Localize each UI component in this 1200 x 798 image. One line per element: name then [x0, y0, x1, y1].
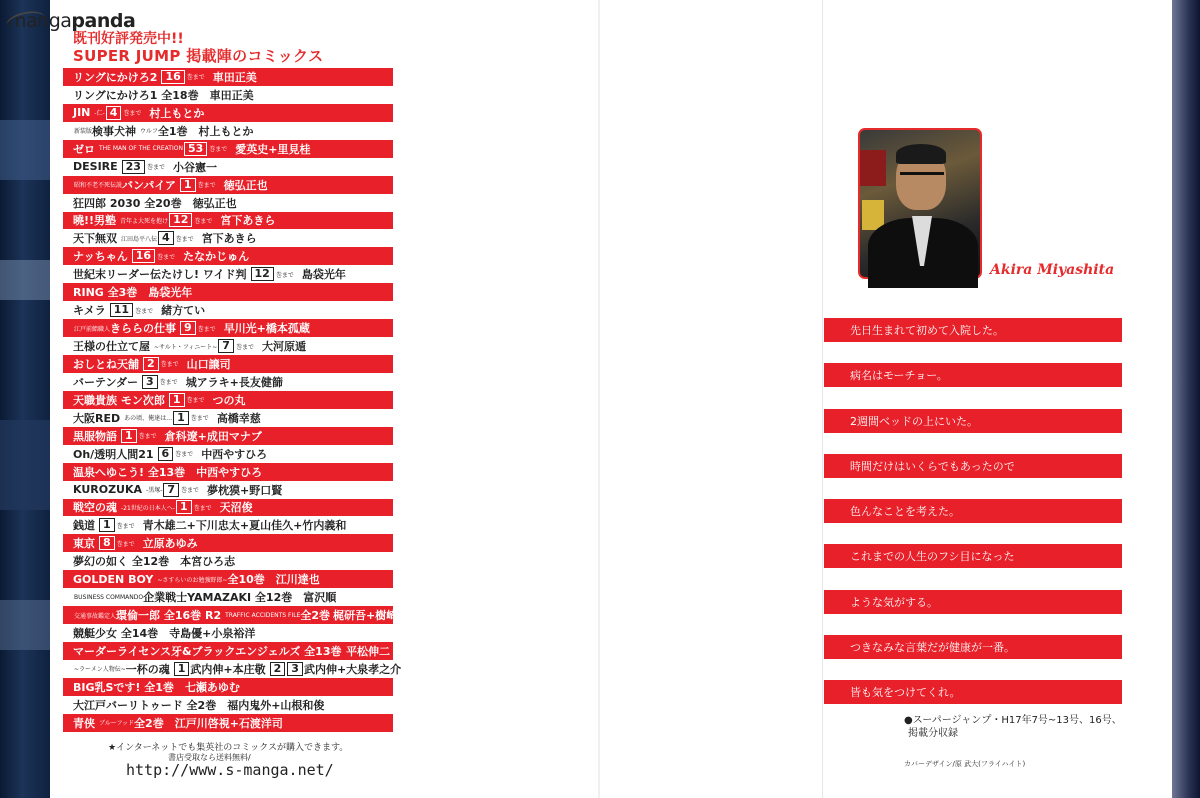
comic-subtitle: TRAFFIC ACCIDENTS FILE [225, 611, 301, 619]
comic-text: 武内伸+本庄敬 [190, 662, 266, 676]
volume-count: 4 [106, 106, 122, 120]
comic-text: 大阪RED [73, 411, 121, 425]
comic-row [63, 212, 393, 230]
comic-subtitle: 巻まで [190, 415, 209, 423]
comic-text: 狂四郎 2030 全20巻 [73, 196, 182, 210]
comic-row [63, 319, 393, 337]
footer-url[interactable]: http://www.s-manga.net/ [126, 761, 334, 779]
comic-text: 武内伸+大泉孝之介 [303, 662, 402, 676]
comic-subtitle: 巻まで [181, 487, 200, 495]
comic-text: 大河原遁 [261, 340, 306, 354]
comic-text: 島袋光年 [148, 286, 193, 300]
comic-subtitle: 巻まで [146, 164, 165, 172]
message-line: 色んなことを考えた。 [824, 499, 1122, 523]
comic-text: GOLDEN BOY [73, 572, 154, 586]
comic-text: おしとね天舗 [73, 357, 139, 371]
comic-row [63, 122, 393, 140]
comic-text: Oh/透明人間21 [73, 447, 154, 461]
comic-text: 中西やすひろ [196, 465, 263, 479]
comic-text: 徳弘正也 [223, 178, 268, 192]
comic-text: たなかじゅん [183, 250, 250, 264]
comic-subtitle: 巻まで [175, 235, 194, 243]
comic-row [63, 642, 393, 660]
comic-subtitle: ~さすらいのお勉強野郎~ [157, 576, 228, 584]
volume-count: 7 [163, 483, 179, 497]
comic-text: 福内鬼外+山根和俊 [227, 698, 325, 712]
comic-row [63, 373, 393, 391]
comic-row [63, 301, 393, 319]
comic-text: 青木雄二+下川忠太+夏山佳久+竹内義和 [142, 519, 347, 533]
comic-text: マーダーライセンス牙&ブラックエンジェルズ 全13巻 [73, 644, 342, 658]
header-comics-title: SUPER JUMP 掲載陣のコミックス [73, 47, 324, 65]
volume-count: 12 [169, 213, 192, 227]
comic-text: BIG乳Sです! 全1巻 [73, 680, 174, 694]
comic-subtitle: 巻まで [116, 540, 135, 548]
comic-text: 梶研吾+樹崎聖 [333, 609, 409, 623]
comic-row [63, 391, 393, 409]
comic-subtitle: -21世紀の日本人へ- [121, 504, 175, 512]
watermark-prefix: manga [8, 10, 72, 32]
comic-row [63, 337, 393, 355]
cover-design-credit: カバーデザイン/原 武大(フライハイト) [904, 760, 1026, 768]
comic-subtitle: 青年よ大死を抱け [120, 217, 169, 225]
comic-text: 立原あゆみ [142, 537, 198, 551]
comic-text: 車田正美 [212, 70, 257, 84]
comic-subtitle: 巻まで [138, 433, 157, 441]
comic-text: DESIRE [73, 160, 118, 174]
comic-text: 世紀末リーダー伝たけし! ワイド判 [73, 268, 247, 282]
comic-text: JIN [73, 106, 91, 120]
comic-text: ゼロ [73, 142, 95, 156]
message-line: 2週間ベッドの上にいた。 [824, 409, 1122, 433]
comic-row [63, 552, 393, 570]
comic-row [63, 696, 393, 714]
comic-row [63, 229, 393, 247]
message-line: 病名はモーチョー。 [824, 363, 1122, 387]
volume-count: 16 [161, 70, 184, 84]
publication-note-line1: ●スーパージャンプ・H17年7号~13号、16号、 [904, 715, 1122, 726]
volume-count: 3 [142, 375, 158, 389]
comic-subtitle: 巻まで [175, 451, 194, 459]
inner-flap [600, 0, 822, 798]
watermark-brand: panda [71, 10, 136, 32]
comic-subtitle: ブルーフッド [99, 720, 135, 728]
comic-subtitle: ~サルト・フィニート~ [154, 343, 218, 351]
comic-text: 江戸川啓視+石渡洋司 [174, 716, 283, 730]
comic-row [63, 463, 393, 481]
volume-count: 12 [251, 267, 274, 281]
comic-row [63, 283, 393, 301]
comic-text: 江川達也 [275, 573, 320, 587]
comic-row [63, 176, 393, 194]
comic-text: 天沼俊 [219, 501, 253, 515]
comic-text: RING 全3巻 [73, 286, 138, 300]
footer-online-purchase: ★インターネットでも集英社のコミックスが購入できます。 [108, 743, 349, 753]
volume-count: 11 [110, 303, 133, 317]
comic-subtitle: ウルフ [140, 128, 158, 136]
comic-text: 黒服物語 [73, 429, 117, 443]
comic-text: 競艇少女 全14巻 [73, 627, 159, 641]
comic-text: 東京 [73, 537, 95, 551]
comic-text: 七瀬あゆむ [184, 680, 240, 694]
comic-subtitle: 巻まで [160, 361, 179, 369]
comic-subtitle: 江田島平八伝 [121, 235, 158, 243]
volume-count: 16 [132, 249, 155, 263]
comic-text: 本宮ひろ志 [180, 555, 236, 569]
comic-text: 緒方てい [161, 304, 206, 318]
comic-subtitle: -仁- [94, 110, 105, 118]
comic-subtitle: 巻まで [123, 110, 142, 118]
comic-text: 倉科遼+成田マナブ [164, 429, 262, 443]
author-photo [858, 128, 982, 279]
volume-count: 7 [218, 339, 234, 353]
comic-text: 愛英史+里見桂 [235, 142, 311, 156]
volume-count: 53 [184, 142, 207, 156]
volume-count: 6 [158, 447, 174, 461]
comic-subtitle: 巻まで [193, 504, 212, 512]
comic-subtitle: 巻まで [135, 307, 154, 315]
comic-row [63, 660, 402, 678]
comic-text: 車田正美 [209, 88, 254, 102]
comic-text: 宮下あきら [201, 232, 257, 246]
comic-subtitle: 巻まで [157, 253, 176, 261]
comic-row [63, 158, 393, 176]
comic-row [63, 534, 393, 552]
comic-row [63, 68, 393, 86]
comic-row [63, 265, 393, 283]
comic-text: 城アラキ+長友健篩 [185, 375, 283, 389]
comic-row [63, 355, 393, 373]
comic-row [63, 86, 393, 104]
comic-subtitle: 巻まで [197, 325, 216, 333]
comic-subtitle: 交通事故鑑定人 [74, 612, 117, 620]
comic-text: 全2巻 [300, 609, 331, 623]
comic-subtitle: 昭和不老不死伝説 [74, 182, 123, 190]
comic-subtitle: 巻まで [275, 271, 294, 279]
comic-text: 寺島優+小泉裕洋 [169, 627, 256, 641]
comic-text: バーテンダー [73, 375, 139, 389]
comic-text: 高橋幸慈 [216, 411, 261, 425]
message-line: 皆も気をつけてくれ。 [824, 680, 1122, 704]
comic-subtitle: -黒塚- [146, 487, 163, 495]
volume-count: 8 [99, 536, 115, 550]
volume-count: 3 [287, 662, 303, 676]
comic-text: きららの仕事 [110, 322, 177, 336]
comic-subtitle: 巻まで [235, 343, 254, 351]
comic-row [63, 445, 393, 463]
comic-subtitle: 巻まで [209, 146, 228, 154]
cover-art-left-edge [0, 0, 50, 798]
comic-text: 青侠 [73, 716, 95, 730]
comic-text: 全1巻 [157, 124, 188, 138]
comic-text: リングにかけろ2 [73, 70, 158, 84]
comic-text: 戦空の魂 [73, 501, 117, 515]
volume-count: 1 [174, 662, 190, 676]
publication-note-line2: 掲載分収録 [908, 728, 958, 739]
comic-text: 全10巻 [227, 573, 265, 587]
comic-row [63, 606, 409, 624]
comic-row [63, 427, 393, 445]
comic-subtitle: 江戸前鮨職人 [74, 325, 111, 333]
comic-text: 宮下あきら [220, 214, 276, 228]
footer-free-shipping: 書店受取なら送料無料/ [168, 753, 251, 762]
comic-subtitle: 巻まで [186, 74, 205, 82]
comic-text: 富沢順 [303, 591, 337, 605]
comic-text: KUROZUKA [73, 483, 143, 497]
comic-text: 一杯の魂 [125, 662, 170, 676]
comic-row [63, 104, 393, 122]
comic-text: 曉!!男塾 [73, 214, 117, 228]
comic-text: 山口譲司 [186, 357, 231, 371]
message-line: 時間だけはいくらでもあったので [824, 454, 1122, 478]
volume-count: 4 [158, 231, 174, 245]
volume-count: 2 [270, 662, 286, 676]
comic-subtitle: あの頃、俺達は… [124, 415, 173, 423]
comic-row [63, 247, 393, 265]
comic-subtitle: THE MAN OF THE CREATION [99, 145, 183, 153]
comic-text: 天下無双 [73, 232, 117, 246]
message-line: これまでの人生のフシ目になった [824, 544, 1122, 568]
comic-subtitle: 巻まで [116, 522, 135, 530]
comic-text: 銭道 [73, 519, 95, 533]
comic-subtitle: 巻まで [186, 397, 205, 405]
volume-count: 1 [176, 500, 192, 514]
comic-row [63, 409, 393, 427]
header-now-on-sale: 既刊好評発売中!! [73, 31, 184, 47]
comic-row [63, 481, 393, 499]
comic-text: 村上もとか [198, 124, 254, 138]
volume-count: 1 [121, 429, 137, 443]
message-line: 先日生まれて初めて入院した。 [824, 318, 1122, 342]
comic-text: 企業戦士YAMAZAKI 全12巻 [143, 591, 293, 605]
comic-row [63, 624, 393, 642]
volume-count: 2 [143, 357, 159, 371]
volume-count: 1 [99, 518, 115, 532]
comic-text: 全2巻 [134, 716, 164, 730]
comic-text: 早川光+橋本孤蔵 [223, 322, 310, 336]
volume-count: 23 [122, 160, 145, 174]
comic-subtitle: 巻まで [159, 379, 178, 387]
comic-text: 王様の仕立て屋 [73, 340, 150, 354]
comic-text: 夢枕獏+野口賢 [207, 483, 283, 497]
comic-row [63, 570, 393, 588]
comic-row [63, 588, 393, 606]
comic-text: 温泉へゆこう! 全13巻 [73, 465, 186, 479]
fold-line [598, 0, 600, 798]
comic-row [63, 516, 393, 534]
comic-text: 夢幻の如く 全12巻 [73, 555, 170, 569]
comic-text: 中西やすひろ [201, 447, 268, 461]
comic-subtitle: BUSINESS COMMANDO [74, 593, 144, 601]
comic-text: 徳弘正也 [192, 196, 237, 210]
comic-subtitle: 巻まで [194, 217, 213, 225]
cover-art-right-edge [1172, 0, 1200, 798]
volume-count: 1 [180, 178, 196, 192]
volume-count: 1 [169, 393, 185, 407]
comic-text: 平松伸二 [346, 644, 390, 658]
comic-row [63, 194, 393, 212]
comic-text: バンパイア [122, 178, 176, 192]
volume-count: 1 [173, 411, 189, 425]
comic-text: リングにかけろ1 全18巻 [73, 88, 199, 102]
comics-list [63, 68, 409, 732]
comic-text: 村上もとか [149, 106, 205, 120]
message-line: ような気がする。 [824, 590, 1122, 614]
comic-row [63, 678, 393, 696]
author-message [824, 318, 1122, 726]
comic-text: ナッちゃん [73, 250, 128, 264]
comic-text: 島袋光年 [301, 268, 346, 282]
comic-text: 大江戸バーリトゥード 全2巻 [73, 698, 217, 712]
comic-text: キメラ [73, 304, 106, 318]
comic-text: 天職貴族 モン次郎 [73, 393, 165, 407]
author-name: Akira Miyashita [990, 262, 1115, 278]
volume-count: 9 [180, 321, 196, 335]
comic-row [63, 714, 393, 732]
comic-text: 環倫一郎 全16巻 R2 [116, 609, 222, 623]
comic-subtitle: ~ラーメン人物伝~ [74, 666, 126, 674]
message-line: つきなみな言葉だが健康が一番。 [824, 635, 1122, 659]
comic-subtitle: 巻まで [197, 182, 216, 190]
comic-row [63, 140, 393, 158]
comic-text: 検事犬神 [92, 124, 137, 138]
comic-text: 小谷憲一 [172, 160, 217, 174]
comic-row [63, 499, 393, 517]
comic-subtitle: 新装版 [74, 128, 93, 136]
comic-text: つの丸 [212, 393, 246, 407]
